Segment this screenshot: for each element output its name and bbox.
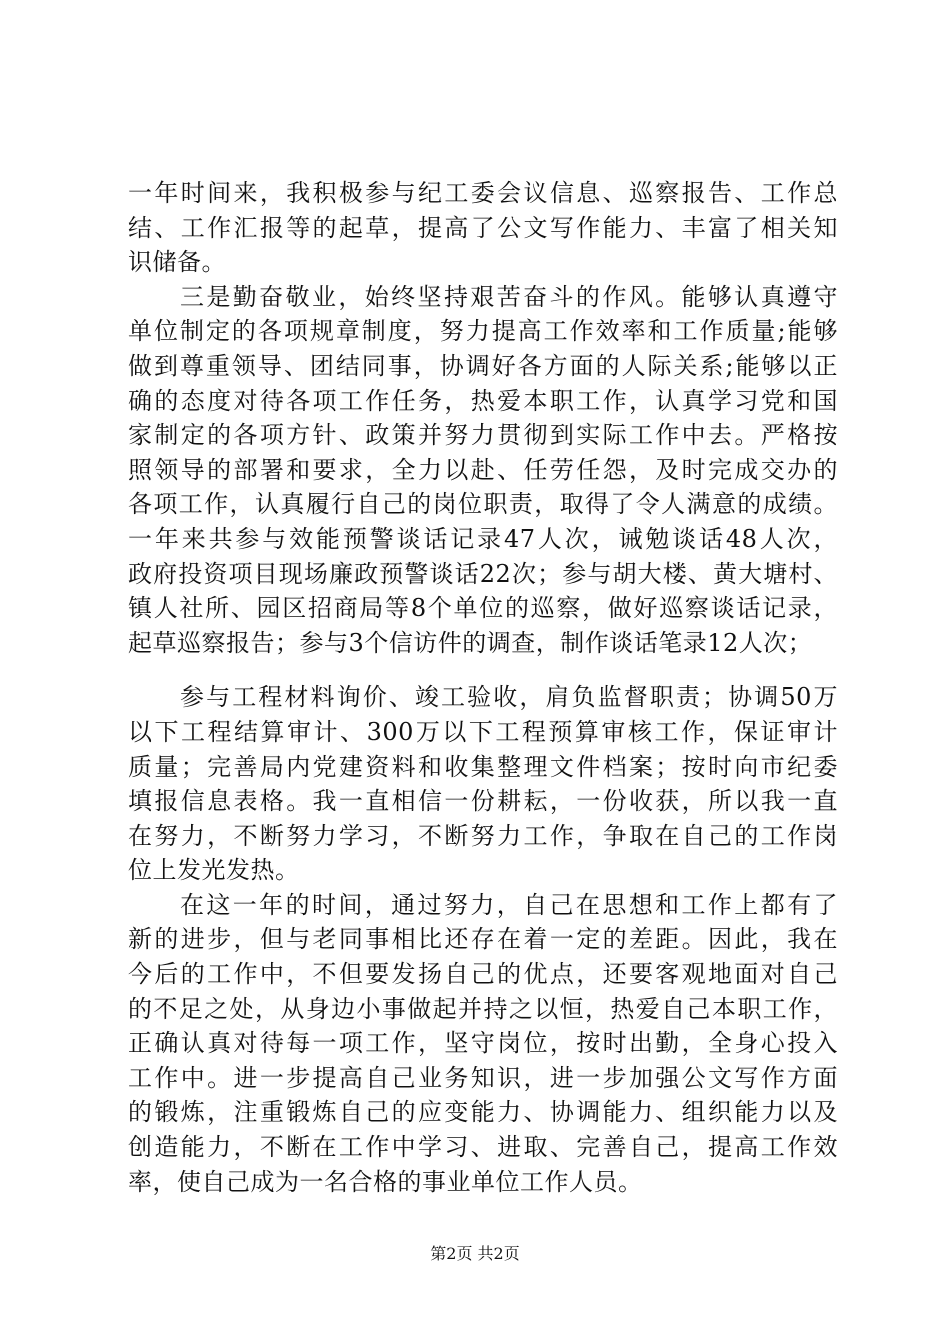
- text-line: 镇人社所、园区招商局等8个单位的巡察，做好巡察谈话记录，: [128, 594, 838, 623]
- text-line: 家制定的各项方针、政策并努力贯彻到实际工作中去。严格按: [128, 421, 838, 450]
- text-line: 参与工程材料询价、竣工验收，肩负监督职责；协调50万: [180, 683, 838, 712]
- text-line: 正确认真对待每一项工作，坚守岗位，按时出勤，全身心投入: [128, 1029, 838, 1058]
- paragraph-gap: [128, 660, 838, 680]
- text-line: 今后的工作中，不但要发扬自己的优点，还要客观地面对自己: [128, 960, 838, 989]
- text-line: 新的进步，但与老同事相比还存在着一定的差距。因此，我在: [128, 925, 838, 954]
- text-line: 单位制定的各项规章制度，努力提高工作效率和工作质量;能够: [128, 317, 838, 346]
- text-line: 一年时间来，我积极参与纪工委会议信息、巡察报告、工作总: [128, 179, 838, 207]
- text-line: 政府投资项目现场廉政预警谈话22次；参与胡大楼、黄大塘村、: [128, 559, 838, 588]
- text-line: 在这一年的时间，通过努力，自己在思想和工作上都有了: [180, 890, 838, 919]
- text-line: 起草巡察报告；参与3个信访件的调查，制作谈话笔录12人次；: [128, 628, 813, 657]
- text-line: 的不足之处，从身边小事做起并持之以恒，热爱自己本职工作，: [128, 994, 838, 1023]
- text-line: 各项工作，认真履行自己的岗位职责，取得了令人满意的成绩。: [128, 490, 838, 519]
- text-line: 填报信息表格。我一直相信一份耕耘，一份收获，所以我一直: [128, 787, 838, 816]
- text-line: 一年来共参与效能预警谈话记录47人次，诫勉谈话48人次，: [128, 524, 838, 553]
- text-line: 率，使自己成为一名合格的事业单位工作人员。: [128, 1167, 643, 1196]
- document-body: [128, 176, 838, 1199]
- text-line: 位上发光发热。: [128, 856, 300, 885]
- text-line: 确的态度对待各项工作任务，热爱本职工作，认真学习党和国: [128, 386, 838, 415]
- text-line: 质量；完善局内党建资料和收集整理文件档案；按时向市纪委: [128, 752, 838, 781]
- text-line: 识储备。: [128, 248, 226, 277]
- text-line: 的锻炼，注重锻炼自己的应变能力、协调能力、组织能力以及: [128, 1098, 838, 1127]
- text-line: 三是勤奋敬业，始终坚持艰苦奋斗的作风。能够认真遵守: [180, 282, 838, 311]
- page-footer: 第2页 共2页: [430, 1244, 520, 1263]
- text-line: 照领导的部署和要求，全力以赴、任劳任怨，及时完成交办的: [128, 455, 838, 484]
- paragraph: [128, 280, 838, 661]
- text-line: 在努力，不断努力学习，不断努力工作，争取在自己的工作岗: [128, 821, 838, 850]
- paragraph: [128, 176, 838, 280]
- text-line: 创造能力，不断在工作中学习、进取、完善自己，提高工作效: [128, 1133, 838, 1162]
- paragraph: [128, 888, 838, 1199]
- text-line: 以下工程结算审计、300万以下工程预算审核工作，保证审计: [128, 717, 838, 746]
- paragraph: [128, 680, 838, 888]
- text-line: 结、工作汇报等的起草，提高了公文写作能力、丰富了相关知: [128, 213, 838, 242]
- text-line: 做到尊重领导、团结同事，协调好各方面的人际关系;能够以正: [128, 351, 838, 380]
- text-line: 工作中。进一步提高自己业务知识，进一步加强公文写作方面: [128, 1063, 838, 1092]
